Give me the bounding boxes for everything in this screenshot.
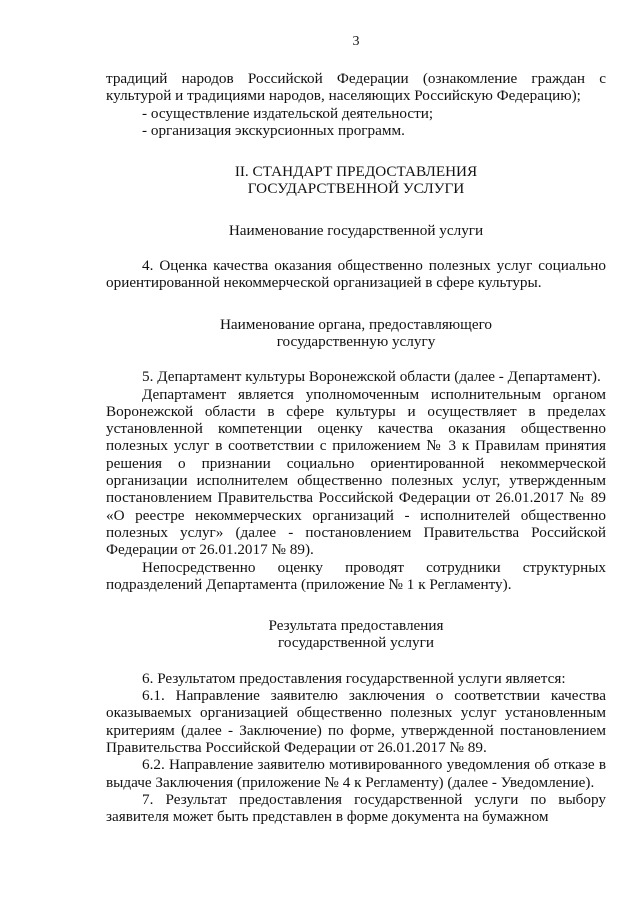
item-6-2: 6.2. Направление заявителю мотивированного уведомления об отказе в выдаче Заключения (приложение № 4 к Регламенту) (далее - Уведомление).	[106, 756, 606, 791]
direct-assessment-paragraph: Непосредственно оценку проводят сотрудники структурных подразделений Департамента (приложение № 1 к Регламенту).	[106, 558, 606, 593]
subsection-heading-service-name: Наименование государственной услуги	[228, 221, 484, 239]
item-6: 6. Результатом предоставления государственной услуги является:	[142, 669, 566, 687]
subsection-heading-result-line-1: Результата предоставления	[268, 617, 444, 635]
intro-paragraph: традиций народов Российской Федерации (ознакомление граждан с культурой и традициями народов, населяющих Российскую Федерацию);	[106, 70, 606, 105]
section-title-line-2: ГОСУДАРСТВЕННОЙ УСЛУГИ	[247, 180, 465, 198]
subsection-heading-result	[106, 617, 606, 652]
page-number: 3	[352, 34, 360, 49]
section-title	[106, 163, 606, 198]
intro-list-item-publishing: - осуществление издательской деятельности;	[142, 104, 434, 122]
section-title-line-1: II. СТАНДАРТ ПРЕДОСТАВЛЕНИЯ	[234, 163, 478, 181]
intro-list-item-excursions: - организация экскурсионных программ.	[142, 121, 405, 139]
item-7: 7. Результат предоставления государственной услуги по выбору заявителя может быть представлен в форме документа на бумажном	[106, 790, 606, 826]
item-5: 5. Департамент культуры Воронежской области (далее - Департамент).	[142, 368, 601, 386]
subsection-heading-authority-line-2: государственную услугу	[276, 332, 436, 350]
item-6-1: 6.1. Направление заявителю заключения о соответствии качества оказываемых организацией общественно полезных услуг установленным критериям (далее - Заключение) по форме, утвержденной постановлением Правительства Российской Федерации от 26.01.2017 № 89.	[106, 687, 606, 756]
subsection-heading-authority	[106, 316, 606, 351]
item-4: 4. Оценка качества оказания общественно полезных услуг социально ориентированной некоммерческой организацией в сфере культуры.	[106, 257, 606, 292]
department-paragraph: Департамент является уполномоченным исполнительным органом Воронежской области в сфере культуры и осуществляет в пределах установленной компетенции оценку качества оказания общественно полезных услуг в соответствии с приложением № 3 к Правилам принятия решения о признании социально ориентированной некоммерческой организации исполнителем общественно полезных услуг, утвержденным постановлением Правительства Российской Федерации от 26.01.2017 № 89 «О реестре некоммерческих организаций - исполнителей общественно полезных услуг» (далее - постановлением Правительства Российской Федерации от 26.01.2017 № 89).	[106, 385, 606, 559]
subsection-heading-authority-line-1: Наименование органа, предоставляющего	[219, 315, 493, 333]
subsection-heading-result-line-2: государственной услуги	[278, 634, 434, 652]
